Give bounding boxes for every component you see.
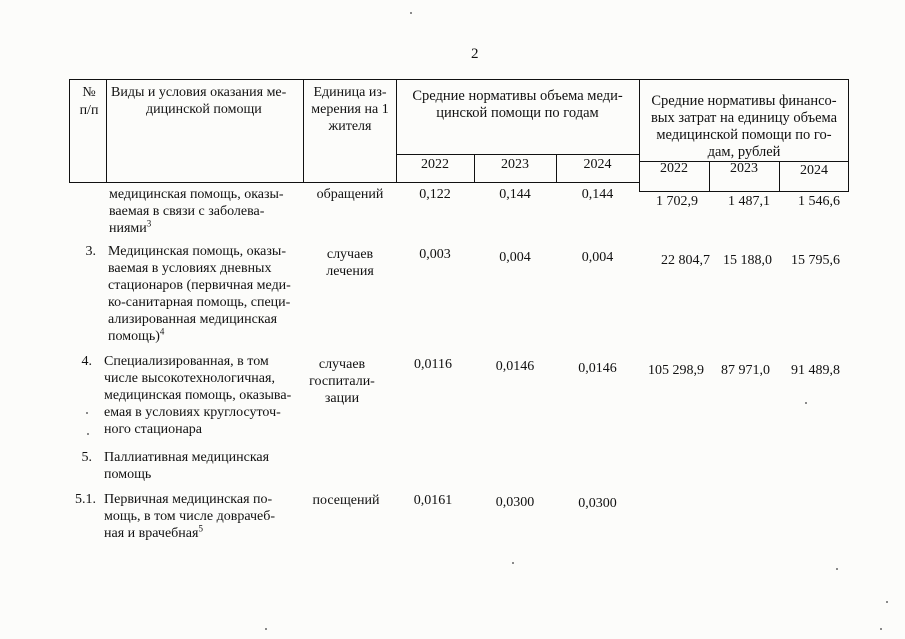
year-row-divider-volume (396, 154, 639, 155)
year-vol-2024: 2024 (583, 157, 612, 172)
scan-speck (880, 628, 882, 630)
footnote-mark: 5 (198, 523, 203, 534)
row-vol-2022: 0,0116 (414, 357, 452, 372)
row-vol-2022: 0,0161 (413, 493, 453, 508)
row-vol-2022: 0,122 (419, 187, 451, 202)
row-vol-2023: 0,004 (499, 250, 531, 265)
row-name-line: Первичная медицинская по- (104, 492, 273, 507)
scan-speck (265, 628, 267, 630)
row-cost-2022: 22 804,7 (661, 253, 710, 268)
header-volume-2: цинской помощи по годам (436, 105, 599, 121)
row-name-line (104, 525, 203, 543)
footnote-mark: 3 (146, 218, 152, 229)
row-cost-2022: 1 702,9 (656, 194, 698, 209)
row-unit: случаев (318, 357, 366, 372)
year-vol-2022: 2022 (421, 157, 449, 172)
row-name-line: Паллиативная медицинская (104, 450, 270, 465)
row-vol-2023: 0,0300 (495, 495, 535, 510)
year-cost-2024: 2024 (800, 163, 828, 178)
year-cost-2022: 2022 (660, 161, 688, 176)
scan-speck (836, 568, 838, 570)
row-name-line: Медицинская помощь, оказы- (108, 244, 286, 259)
header-cost-3: медицинской помощи по го- (656, 127, 832, 143)
row-name-line: ко-санитарная помощь, специ- (108, 295, 291, 310)
scan-speck (87, 433, 89, 435)
row-name-line (109, 220, 151, 238)
row-name-line: ного стационара (104, 422, 203, 437)
row-cost-2022: 105 298,9 (648, 363, 704, 378)
row-name-line: емая в условиях круглосуточ- (104, 405, 281, 420)
header-unit-3: жителя (328, 119, 372, 134)
header-unit-1: Единица из- (313, 85, 387, 100)
header-volume-1: Средние нормативы объема меди- (412, 88, 623, 104)
row-name-line: ализированная медицинская (108, 312, 278, 327)
row-cost-2023: 87 971,0 (721, 363, 770, 378)
row-cost-2024: 15 795,6 (791, 253, 840, 268)
row-name-line: помощь (104, 467, 152, 482)
row-name-line: ваемая в связи с заболева- (109, 204, 265, 219)
row-vol-2023: 0,0146 (495, 359, 535, 374)
row-vol-2024: 0,0146 (578, 361, 617, 376)
row-vol-2024: 0,004 (581, 250, 614, 265)
row-name-line (108, 328, 164, 346)
row-num: 5. (81, 450, 92, 465)
row-num: 4. (81, 354, 92, 369)
header-cost-2: вых затрат на единицу объема (650, 110, 838, 126)
row-unit: посещений (312, 493, 380, 508)
scan-speck (512, 562, 514, 564)
row-name-line: числе высокотехнологичная, (104, 371, 275, 386)
scan-speck (805, 402, 807, 404)
row-cost-2023: 1 487,1 (728, 194, 770, 209)
scan-speck (410, 12, 412, 14)
scan-speck (86, 412, 88, 414)
row-name-text: ниями (109, 221, 147, 236)
row-name-line: мощь, в том числе доврачеб- (104, 509, 276, 524)
row-vol-2024: 0,144 (581, 187, 614, 202)
row-name-line: медицинская помощь, оказыва- (104, 388, 292, 403)
row-vol-2024: 0,0300 (578, 496, 617, 511)
row-cost-2024: 91 489,8 (791, 363, 840, 378)
row-name-line: медицинская помощь, оказы- (109, 187, 284, 202)
row-vol-2023: 0,144 (499, 187, 531, 202)
col-border-left (69, 79, 70, 183)
header-cost-4: дам, рублей (707, 144, 781, 160)
footnote-mark: 4 (159, 326, 165, 337)
row-name-line: ваемая в условиях дневных (108, 261, 272, 276)
header-types-line2: дицинской помощи (146, 102, 262, 117)
header-top-border (69, 79, 849, 80)
year-vol-2023: 2023 (501, 157, 529, 172)
row-unit: госпитали- (309, 374, 375, 389)
row-name-line: Специализированная, в том (104, 354, 269, 369)
row-unit: обращений (316, 187, 384, 202)
header-types-line1: Виды и условия оказания ме- (111, 85, 287, 100)
row-cost-2023: 15 188,0 (723, 253, 772, 268)
year-cost-2023: 2023 (730, 161, 758, 176)
row-name-text: ная и врачебная (104, 526, 199, 541)
row-name-line: стационаров (первичная меди- (108, 278, 291, 293)
row-num: 5.1. (75, 492, 96, 507)
header-cost-1: Средние нормативы финансо- (651, 93, 837, 109)
page-number: 2 (471, 46, 479, 62)
header-unit-2: мерения на 1 (311, 102, 389, 117)
row-vol-2022: 0,003 (419, 247, 451, 262)
row-cost-2024: 1 546,6 (798, 194, 840, 209)
row-unit: зации (324, 391, 360, 406)
header-num: № п/п (79, 85, 99, 118)
header-bottom-border (69, 182, 639, 183)
row-unit: лечения (326, 264, 374, 279)
row-unit: случаев (326, 247, 374, 262)
col-border-num (106, 79, 107, 183)
row-num: 3. (85, 244, 96, 259)
scan-speck (886, 601, 888, 603)
row-name-text: помощь) (108, 329, 160, 344)
header-bottom-border-right (639, 191, 849, 192)
